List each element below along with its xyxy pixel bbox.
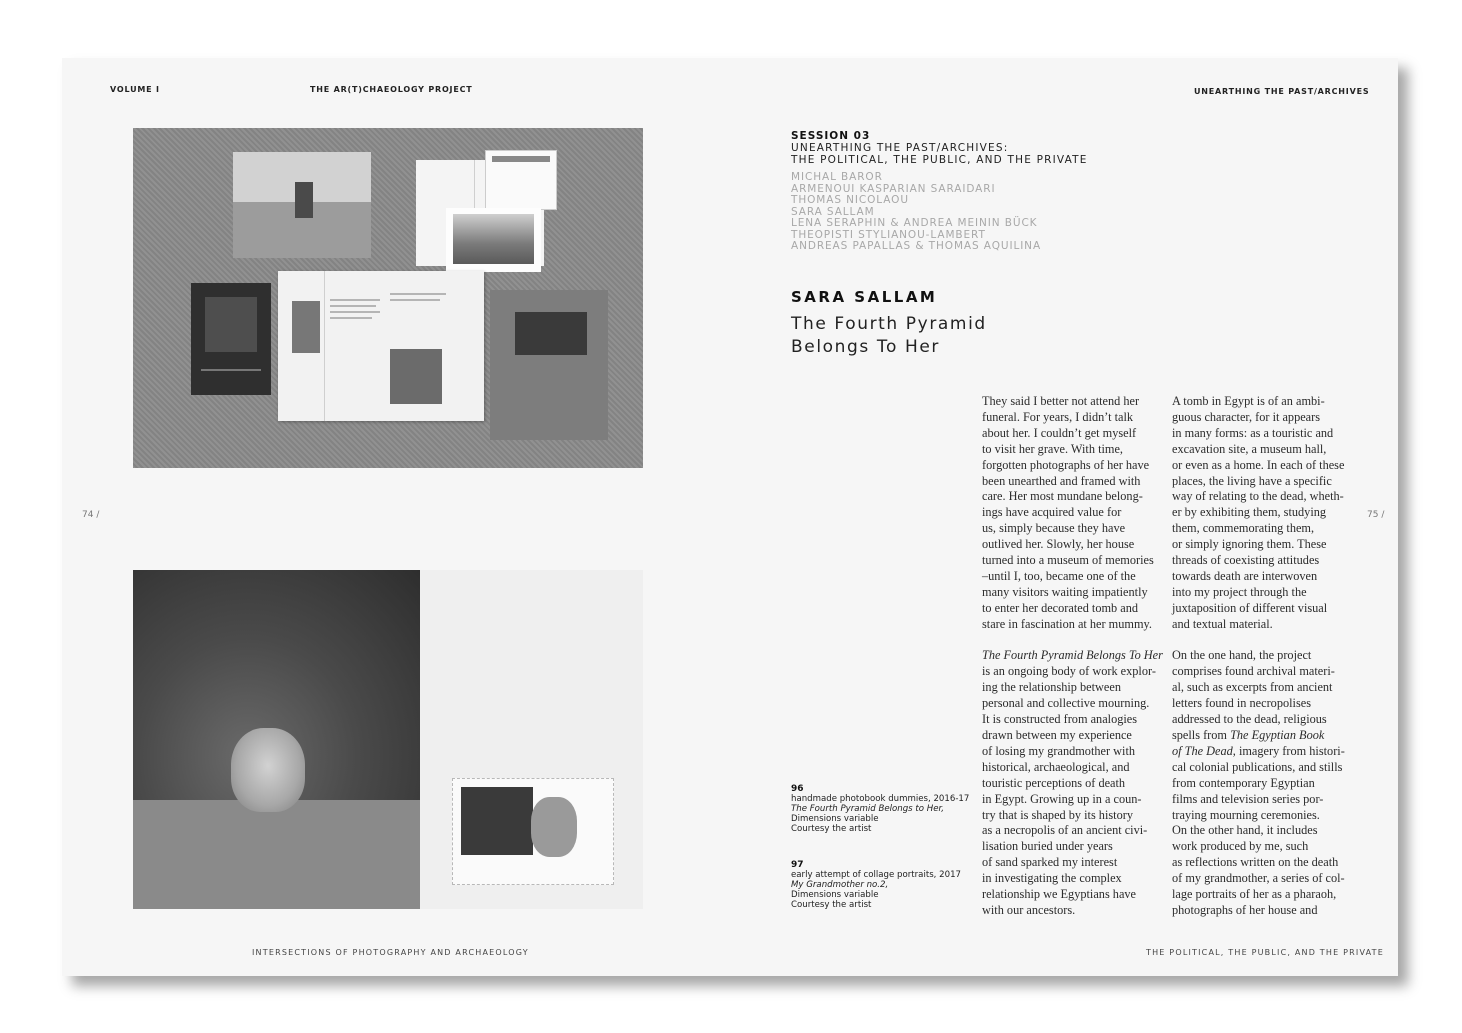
collage-portrait-card (452, 778, 614, 885)
desert-print (233, 152, 371, 258)
small-card (485, 150, 557, 210)
footer-left: INTERSECTIONS OF PHOTOGRAPHY AND ARCHAEOLOGY (252, 948, 529, 957)
page-number-left: 74 / (82, 510, 100, 520)
body-column-2 (1172, 394, 1358, 919)
artist-list-item: MICHAL BAROR (791, 171, 883, 183)
header-right: UNEARTHING THE PAST/ARCHIVES (1194, 87, 1370, 96)
dark-book (191, 283, 271, 395)
body-column-1 (982, 394, 1164, 919)
artist-list-item: LENA SERAPHIN & ANDREA MEININ BÜCK (791, 217, 1038, 229)
work-title: The Fourth Pyramid Belongs To Her (791, 314, 987, 357)
header-volume: VOLUME I (110, 85, 160, 94)
caption-96: 96 handmade photobook dummies, 2016-17 The Fourth Pyramid Belongs to Her, Dimensions variable Courtesy the artist (791, 784, 970, 834)
body-paragraph: The Fourth Pyramid Belongs To Her is an ongoing body of work explor- ing the relationship between personal and collective mourning. It is constructed from analogies drawn between my experience of losing my grandmother with historical, archaeological, and touristic perceptions of death in Egypt. Growing up in a coun- try that is shaped by its history as a necropolis of an ancient civi- lisation buried under years of sand sparked my interest in investigating the complex relationship we Egyptians have with our ancestors. (982, 648, 1163, 917)
header-project: THE AR(T)CHAEOLOGY PROJECT (310, 85, 473, 94)
session-number: SESSION 03 (791, 130, 871, 142)
body-paragraph: A tomb in Egypt is of an ambi- guous character, for it appears in many forms: as a touristic and excavation site, a museum hall, or even as a home. In each of these places, the living have a specific way of relating to the dead, wheth- er by exhibiting them, studying them, commemorating them, or simply ignoring them. These threads of coexisting attitudes towards death are interwoven into my project through the juxtaposition of different visual and textual material. (1172, 394, 1345, 631)
artist-name: SARA SALLAM (791, 288, 938, 306)
artist-list-item: ARMENOUI KASPARIAN SARAIDARI (791, 182, 996, 195)
grey-book (490, 290, 608, 440)
excavation-head-photo (133, 570, 420, 909)
stone-head (231, 728, 305, 812)
caption-97: 97 early attempt of collage portraits, 2017 My Grandmother no.2, Dimensions variable Courtesy the artist (791, 860, 962, 910)
artist-list-item: ANDREAS PAPALLAS & THOMAS AQUILINA (791, 240, 1042, 252)
artist-list-item: THEOPISTI STYLIANOU-LAMBERT (791, 228, 986, 241)
collage-portrait-panel (420, 570, 643, 909)
session-subtitle-1: UNEARTHING THE PAST/ARCHIVES: (791, 142, 1009, 154)
page-number-right: 75 / (1367, 510, 1385, 520)
open-photobook (278, 271, 484, 421)
footer-right: THE POLITICAL, THE PUBLIC, AND THE PRIVATE (1146, 948, 1384, 957)
session-block (791, 130, 1088, 253)
tree-print (446, 208, 541, 272)
artist-list-item: SARA SALLAM (791, 205, 875, 218)
body-paragraph: They said I better not attend her funeral. For years, I didn’t talk about her. I couldn’t get myself to visit her grave. With time, forgotten photographs of her have been unearthed and framed with care. Her most mundane belong- ings have acquired value for us, simply because they have outlived her. Slowly, her house turned into a museum of memories –until I, too, became one of the many visitors waiting impatiently to enter her decorated tomb and stare in fascination at her mummy. (982, 394, 1154, 631)
session-subtitle-2: THE POLITICAL, THE PUBLIC, AND THE PRIVATE (791, 154, 1088, 166)
magazine-spread (62, 58, 1398, 976)
body-paragraph: On the one hand, the project comprises found archival materi- al, such as excerpts from ancient letters found in necropolises addressed to the dead, religious spells from The Egyptian Book of The Dead, imagery from histori- cal colonial publications, and stills from contemporary Egyptian films and television series por- traying mourning ceremonies. On the other hand, it includes work produced by me, such as reflections written on the death of my grandmother, a series of col- lage portraits of her as a pharaoh, photographs of her house and (1172, 648, 1345, 917)
photobook-dummies-photo (133, 128, 643, 468)
artist-list-item: THOMAS NICOLAOU (791, 194, 909, 206)
